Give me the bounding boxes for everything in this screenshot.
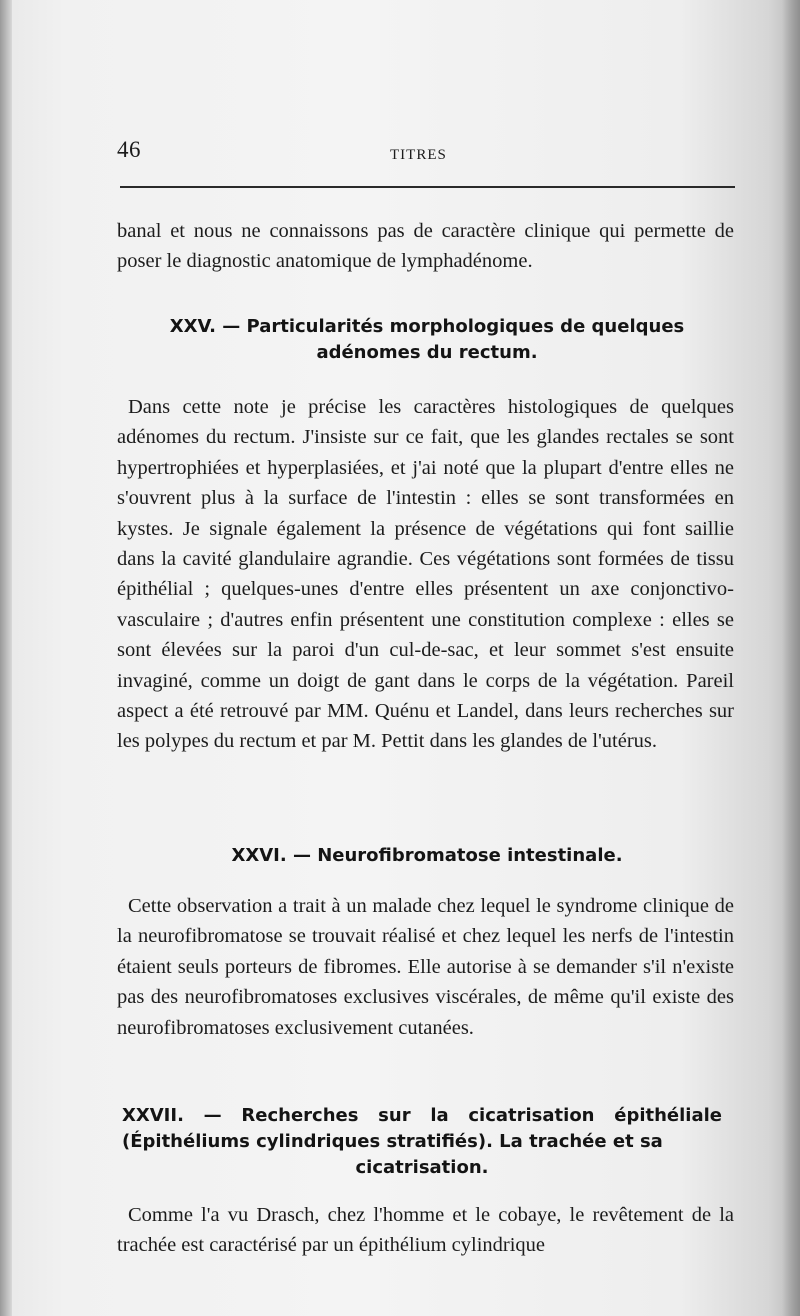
section-heading-xxvi: XXVI. — Neurofibromatose intestinale.	[231, 845, 623, 866]
paragraph-lymphadenome: banal et nous ne connaissons pas de caractère clinique qui permette de poser le diagnostic anatomique de lymphadénome.	[117, 220, 734, 273]
section-heading-xxv: XXV. — Particularités morphologiques de quelques adénomes du rectum.	[169, 316, 685, 363]
section-heading-xxvii	[122, 1103, 722, 1181]
running-head-title: TITRES	[390, 147, 447, 163]
section-heading-xxvii-line-2: cicatrisation.	[355, 1157, 489, 1178]
section-heading-xxvii-line-1: XXVII. — Recherches sur la cicatrisation épithéliale (Épithéliums cylindriques stratifiés). La trachée et sa	[122, 1105, 722, 1152]
paragraph-adenomes-rectum: Dans cette note je précise les caractères histologiques de quelques adénomes du rectum. J'insiste sur ce fait, que les glandes rectales se sont hypertrophiées et hyperplasiées, et j'ai noté que la plupart d'entre elles ne s'ouvrent plus à la surface de l'intestin : elles se sont transformées en kystes. Je signale également la présence de végétations qui font saillie dans la cavité glandulaire agrandie. Ces végétations sont formées de tissu épithélial ; quelques-unes d'entre elles présentent un axe conjonctivo-vasculaire ; d'autres enfin présentent une constitution complexe : elles se sont élevées sur la paroi d'un cul-de-sac, et leur sommet s'est ensuite invaginé, comme un doigt de gant dans le corps de la végétation. Pareil aspect a été retrouvé par MM. Quénu et Landel, dans leurs recherches sur les polypes du rectum et par M. Pettit dans les glandes de l'utérus.	[117, 396, 734, 753]
paragraph-neurofibromatose: Cette observation a trait à un malade chez lequel le syndrome clinique de la neurofibromatose se trouvait réalisé et chez lequel les nerfs de l'intestin étaient seuls porteurs de fibromes. Elle autorise à se demander s'il n'existe pas des neurofibromatoses exclusives viscérales, de même qu'il existe des neurofibromatoses exclusivement cutanées.	[117, 895, 734, 1039]
page-right-edge-shadow	[782, 0, 800, 1316]
page-left-edge-shadow	[0, 0, 12, 1316]
header-rule	[120, 186, 735, 188]
paragraph-trachee: Comme l'a vu Drasch, chez l'homme et le cobaye, le revêtement de la trachée est caractérisé par un épithélium cylindrique	[117, 1204, 734, 1257]
page-number: 46	[117, 137, 141, 162]
